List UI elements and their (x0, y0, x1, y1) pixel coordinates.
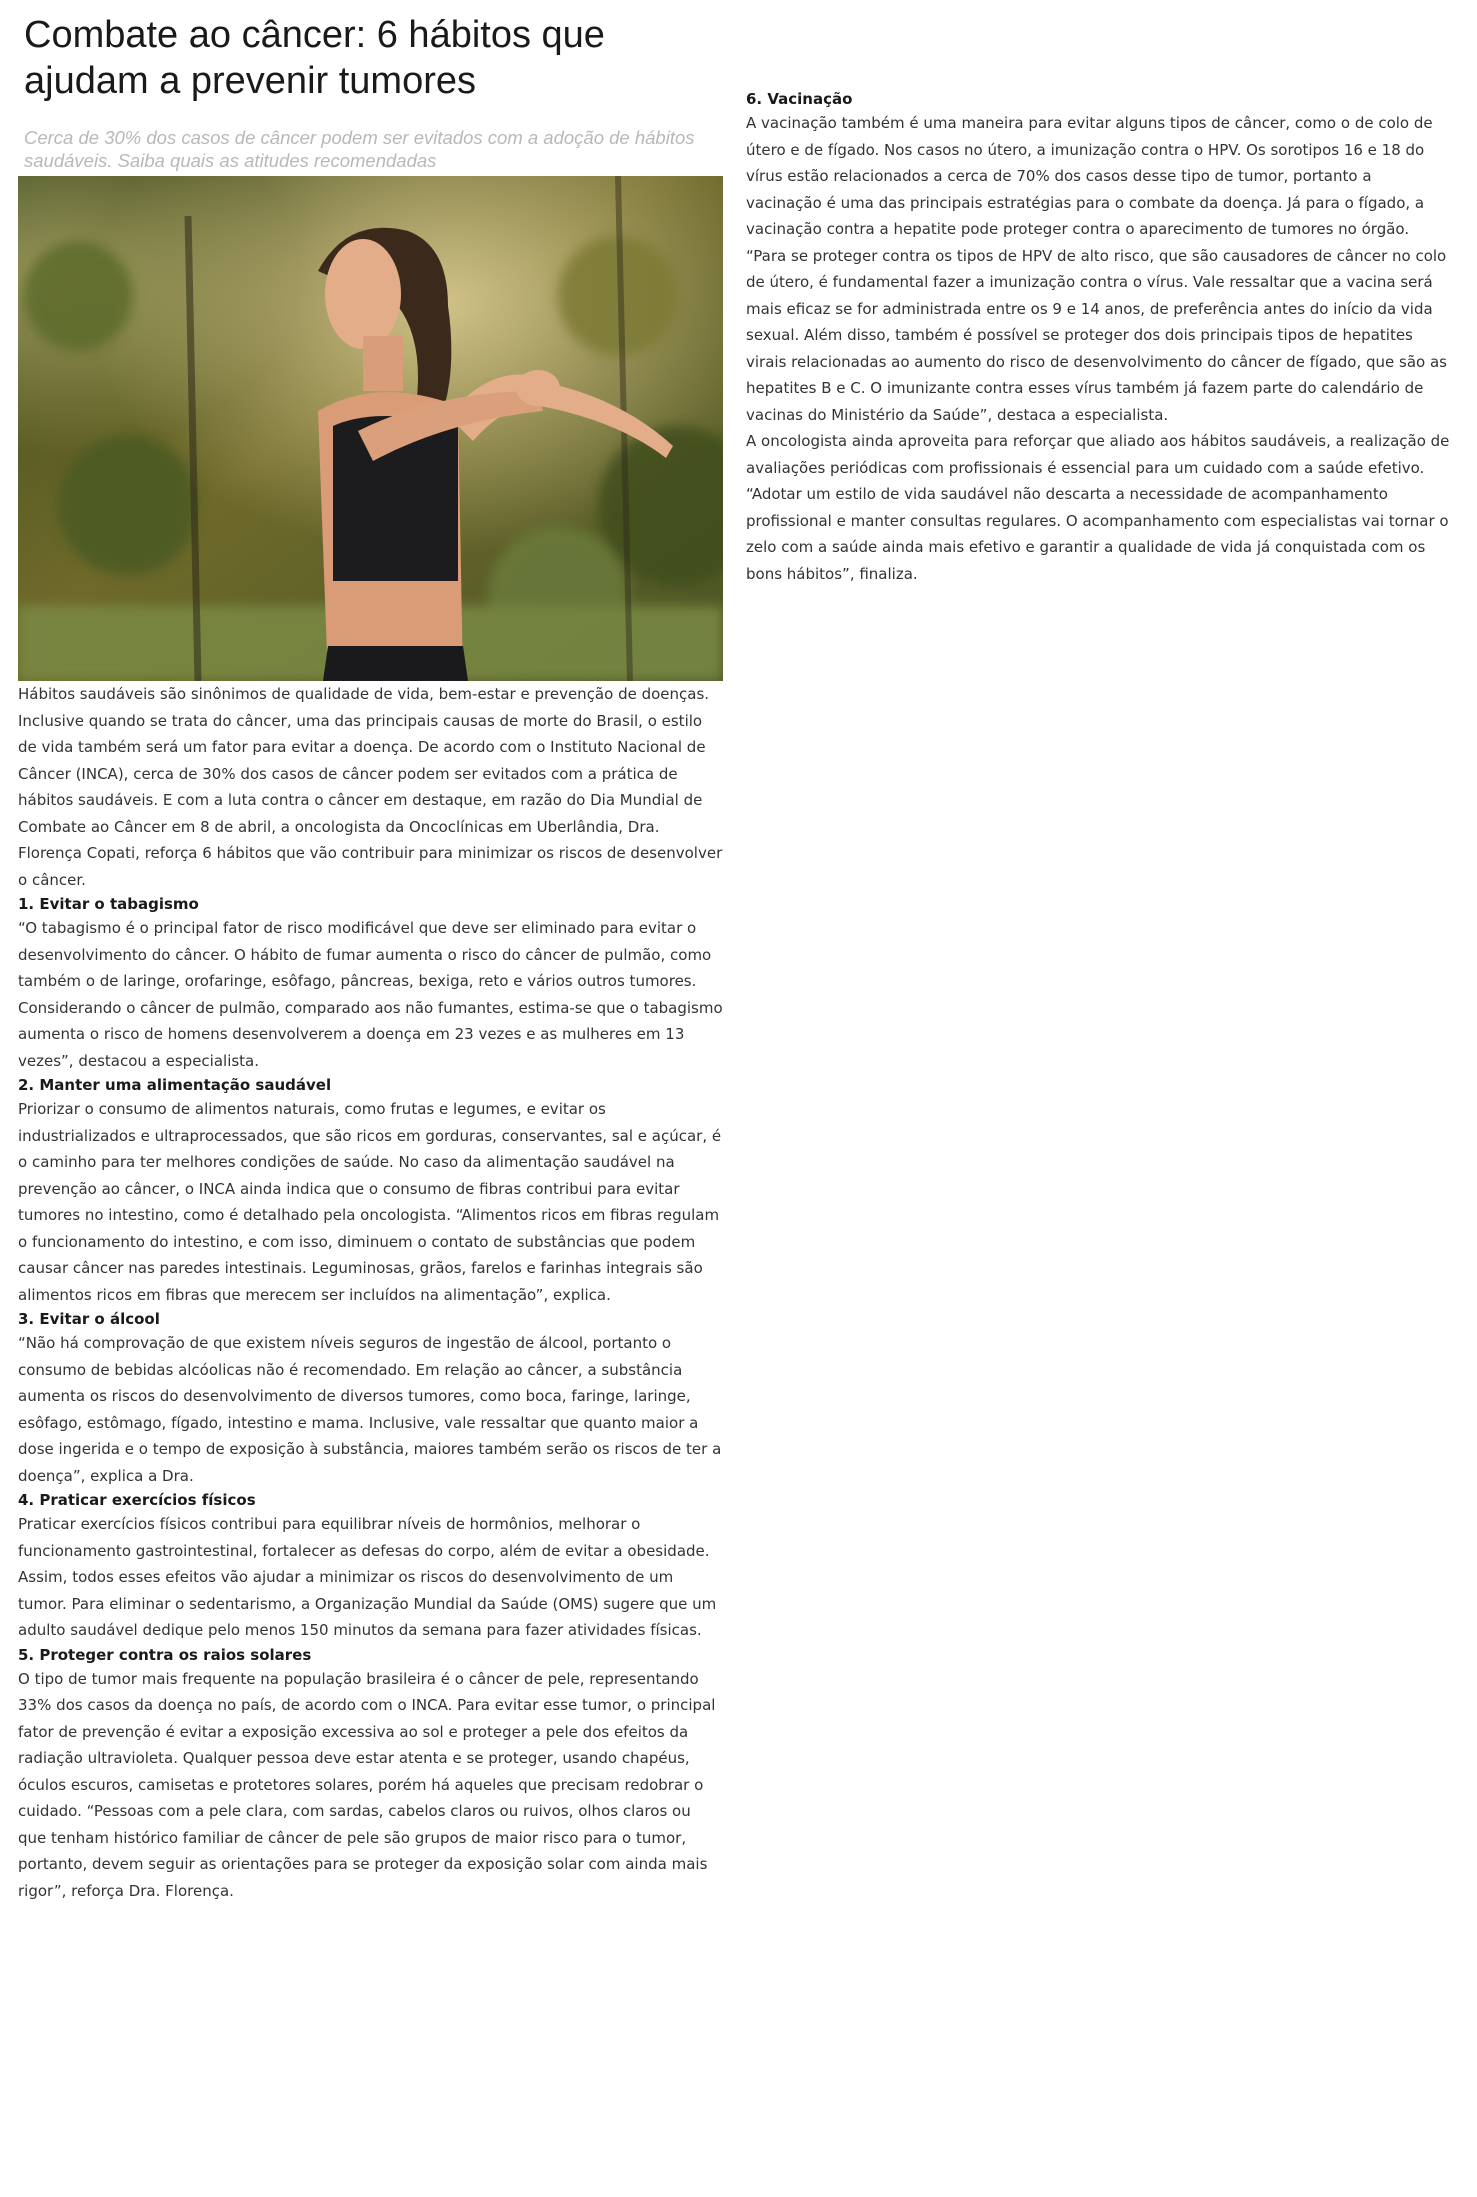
section-text: “Não há comprovação de que existem níveis seguros de ingestão de álcool, portanto o consumo de bebidas alcóolicas não é recomendado. Em relação ao câncer, a substância aumenta os riscos do desenvolvimento de diversos tumores, como boca, faringe, laringe, esôfago, estômago, fígado, intestino e mama. Inclusive, vale ressaltar que quanto maior a dose ingerida e o tempo de exposição à substância, maiores também serão os riscos de ter a doença”, explica a Dra. (18, 1334, 722, 1485)
section-text: O tipo de tumor mais frequente na população brasileira é o câncer de pele, representando 33% dos casos da doença no país, de acordo com o INCA. Para evitar esse tumor, o principal fator de prevenção é evitar a exposição excessiva ao sol e proteger a pele dos efeitos da radiação ultravioleta. Qualquer pessoa deve estar atenta e se proteger, usando chapéus, óculos escuros, camisetas e protetores solares, porém há aqueles que precisam redobrar o cuidado. “Pessoas com a pele clara, com sardas, cabelos claros ou ruivos, olhos claros ou que tenham histórico familiar de câncer de pele são grupos de maior risco para o tumor, portanto, devem seguir as orientações para se proteger da exposição solar com ainda mais rigor”, reforça Dra. Florença. (18, 1669, 716, 1900)
section-text: “Para se proteger contra os tipos de HPV de alto risco, que são causadores de câncer no colo de útero, é fundamental fazer a imunização contra o vírus. Vale ressaltar que a vacina será mais eficaz se for administrada entre os 9 e 14 anos, de preferência antes do início da vida sexual. Além disso, também é possível se proteger dos dois principais tipos de hepatites virais relacionadas ao aumento do risco de desenvolvimento do câncer de fígado, que são as hepatites B e C. O imunizante contra esses vírus também já fazem parte do calendário de vacinas do Ministério da Saúde”, destaca a especialista. (746, 246, 1447, 424)
section-heading: 5. Proteger contra os raios solares (18, 1645, 312, 1664)
article-photo (18, 176, 723, 681)
section-text: A oncologista ainda aproveita para reforçar que aliado aos hábitos saudáveis, a realização de avaliações periódicas com profissionais é essencial para um cuidado com a saúde efetivo. “Adotar um estilo de vida saudável não descarta a necessidade de acompanhamento profissional e manter consultas regulares. O acompanhamento com especialistas vai tornar o zelo com a saúde ainda mais efetivo e garantir a qualidade de vida já conquistada com os bons hábitos”, finaliza. (746, 432, 1450, 583)
article-intro: Hábitos saudáveis são sinônimos de qualidade de vida, bem-estar e prevenção de doenças. Inclusive quando se trata do câncer, uma das principais causas de morte do Brasil, o estilo de vida também será um fator para evitar a doença. De acordo com o Instituto Nacional de Câncer (INCA), cerca de 30% dos casos de câncer podem ser evitados com a prática de hábitos saudáveis. E com a luta contra o câncer em destaque, em razão do Dia Mundial de Combate ao Câncer em 8 de abril, a oncologista da Oncoclínicas em Uberlândia, Dra. Florença Copati, reforça 6 hábitos que vão contribuir para minimizar os riscos de desenvolver o câncer. (18, 685, 723, 889)
article-title: Combate ao câncer: 6 hábitos que ajudam a prevenir tumores (24, 14, 605, 102)
section-heading: 2. Manter uma alimentação saudável (18, 1076, 332, 1094)
section-heading: 6. Vacinação (746, 90, 853, 108)
section-text: A vacinação também é uma maneira para evitar alguns tipos de câncer, como o de colo de útero e de fígado. Nos casos no útero, a imunização contra o HPV. Os sorotipos 16 e 18 do vírus estão relacionados a cerca de 70% dos casos desse tipo de tumor, portanto a vacinação é uma das principais estratégias para o combate da doença. Já para o fígado, a vacinação contra a hepatite pode proteger contra o aparecimento de tumores no órgão. (746, 114, 1433, 238)
section-text: Praticar exercícios físicos contribui para equilibrar níveis de hormônios, melhorar o funcionamento gastrointestinal, fortalecer as defesas do corpo, além de evitar a obesidade. Assim, todos esses efeitos vão ajudar a minimizar os riscos do desenvolvimento de um tumor. Para eliminar o sedentarismo, a Organização Mundial da Saúde (OMS) sugere que um adulto saudável dedique pelo menos 150 minutos da semana para fazer atividades físicas. (18, 1515, 717, 1639)
section-heading: 1. Evitar o tabagismo (18, 895, 199, 913)
section-heading: 3. Evitar o álcool (18, 1310, 160, 1328)
section-text: “O tabagismo é o principal fator de risco modificável que deve ser eliminado para evitar o desenvolvimento do câncer. O hábito de fumar aumenta o risco do câncer de pulmão, como também o de laringe, orofaringe, esôfago, pâncreas, bexiga, reto e vários outros tumores. Considerando o câncer de pulmão, comparado aos não fumantes, estima-se que o tabagismo aumenta o risco de homens desenvolverem a doença em 23 vezes e as mulheres em 13 vezes”, destacou a especialista. (18, 919, 723, 1070)
section-text: Priorizar o consumo de alimentos naturais, como frutas e legumes, e evitar os industrializados e ultraprocessados, que são ricos em gorduras, conservantes, sal e açúcar, é o caminho para ter melhores condições de saúde. No caso da alimentação saudável na prevenção ao câncer, o INCA ainda indica que o consumo de fibras contribui para evitar tumores no intestino, como é detalhado pela oncologista. “Alimentos ricos em fibras regulam o funcionamento do intestino, e com isso, diminuem o contato de substâncias que podem causar câncer nas paredes intestinais. Leguminosas, grãos, farelos e farinhas integrais são alimentos ricos em fibras que merecem ser incluídos na alimentação”, explica. (18, 1100, 722, 1304)
article-right-column (746, 0, 1451, 587)
article-subtitle: Cerca de 30% dos casos de câncer podem ser evitados com a adoção de hábitos saudáveis. Saiba quais as atitudes recomendadas (24, 127, 695, 171)
article-left-column (18, 0, 723, 1904)
section-heading: 4. Praticar exercícios físicos (18, 1491, 256, 1509)
